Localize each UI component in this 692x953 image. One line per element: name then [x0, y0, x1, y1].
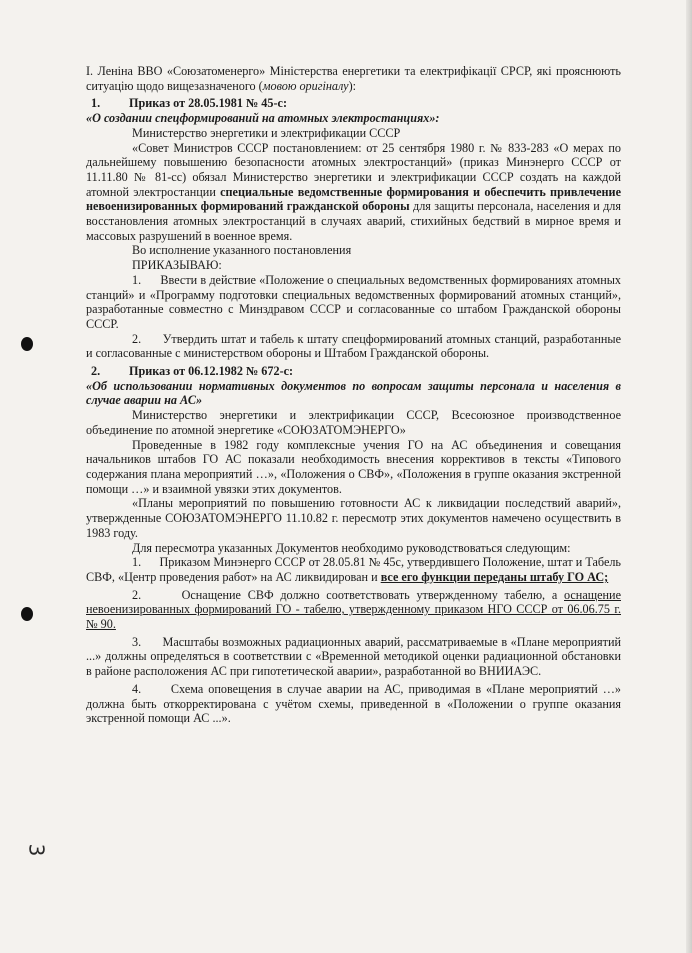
order2-para-1: Проведенные в 1982 году комплексные учения ГО на АС объединения и совещания начальников штабов ГО АС показали необходимость внесения коррективов в тексты «Типового содержания плана мероприятий …», «Положения о СВФ», «Положения в группе оказания экстренной помощи …» и взаимной увязки этих документов. — [86, 437, 621, 496]
order2-para-2: «Планы мероприятий по повышению готовности АС к ликвидации последствий аварий», утвержденные СОЮЗАТОМЭНЕРГО 11.10.82 г. пересмотр этих документов намечено осуществить в 1983 году. — [86, 496, 621, 540]
document-body — [86, 64, 621, 726]
order2-item-2: 2. Оснащение СВФ должно соответствовать утвержденному табелю, а оснащение невоенизированных формирований ГО - табелю, утвержденному приказом НГО СССР от 06.06.75 г. № 90. — [86, 587, 621, 632]
intro-paragraph: І. Леніна ВВО «Союзатоменерго» Міністерства енергетики та електрифікації СРСР, які прояснюють ситуацію щодо вищезазначеного (мовою оригіналу): — [86, 64, 621, 93]
order1-issuer: Министерство энергетики и электрификации СССР — [132, 125, 401, 140]
order1-order-word: ПРИКАЗЫВАЮ: — [132, 258, 222, 273]
order2-item-4: 4. Схема оповещения в случае аварии на АС, приводимая в «Плане мероприятий …» должна быть откорректирована с учётом схемы, приведенной в «Положении о группе оказания экстренной помощи АС ...». — [86, 681, 621, 726]
order2-para-3: Для пересмотра указанных Документов необходимо руководствоваться следующим: — [132, 540, 571, 555]
order1-item-2: 2. Утвердить штат и табель к штату спецформирований атомных станций, разработанные и согласованные с министерством обороны и Штабом Гражданской обороны. — [86, 331, 621, 361]
order1-heading: 1. Приказ от 28.05.1981 № 45-с: — [91, 96, 288, 111]
order1-quote: «Совет Министров СССР постановлением: от 25 сентября 1980 г. № 833-283 «О мерах по дальнейшему повышению безопасности атомных электростанций» (приказ Минэнерго СССР от 11.11.80 № 81-сс) обязал Министерство энергетики и электрификации СССР создать на каждой атомной электростанции специальные ведомственные формирования и обеспечить привлечение невоенизированных формирований гражданской обороны для защиты персонала, населения и для восстановления атомных электростанций в случаях аварий, стихийных бедствий в мирное время и массовых разрушений в военное время. — [86, 140, 621, 243]
punch-hole-top — [21, 337, 33, 351]
punch-hole-bottom — [21, 607, 33, 621]
order2-heading: 2. Приказ от 06.12.1982 № 672-с: — [91, 364, 294, 379]
order2-issuer: Министерство энергетики и электрификации СССР, Всесоюзное производственное объединение по атомной энергетике «СОЮЗАТОМЭНЕРГО» — [86, 408, 621, 437]
order2-item-1: 1. Приказом Минэнерго СССР от 28.05.81 № 45с, утвердившего Положение, штат и Табель СВФ, «Центр проведения работ» на АС ликвидирован и все его функции переданы штабу ГО АС; — [86, 555, 621, 584]
order1-subtitle: «О создании спецформирований на атомных электростанциях»: — [86, 111, 440, 126]
order2-item-3: 3. Масштабы возможных радиационных аварий, рассматриваемые в «Плане мероприятий ...» должны определяться в соответствии с «Временной методикой оценки радиационной обстановки в районе расположения АС при гипотетической аварии», разработанной во ВНИИАЭС. — [86, 634, 621, 679]
order1-execution: Во исполнение указанного постановления — [132, 243, 352, 258]
order2-subtitle: «Об использовании нормативных документов по вопросам защиты персонала и населения в случае аварии на АС» — [86, 378, 621, 408]
scan-edge — [686, 0, 692, 953]
handwritten-page-mark: 3 — [24, 843, 49, 857]
order1-item-1: 1. Ввести в действие «Положение о специальных ведомственных формированиях атомных станций» и «Программу подготовки специальных ведомственных формирований атомных станций», разработанные совместно с Минздравом СССР и согласованные со штабом Гражданской обороны СССР. — [86, 272, 621, 331]
